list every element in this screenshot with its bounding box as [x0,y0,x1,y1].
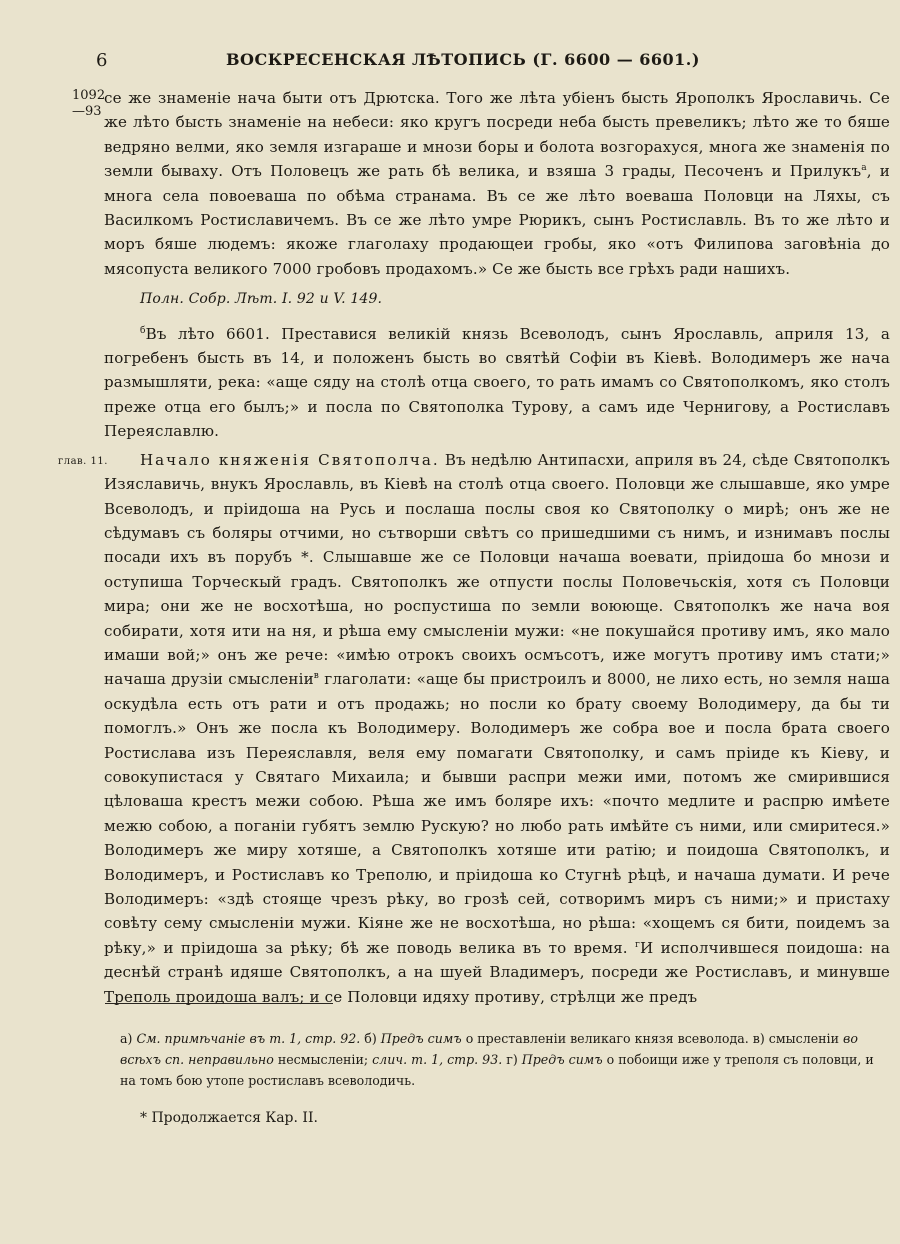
continued-note: * Продолжается Кар. II. [140,1110,318,1126]
paragraph-1 [104,86,890,281]
footnote-b-text: о преставленіи великаго князя всеволода. [465,1031,749,1046]
citation: Полн. Собр. Лѣт. I. 92 и V. 149. [140,291,383,308]
footnote-v-ref: слич. т. 1, стр. 93. [372,1052,503,1067]
footnote-a-mark: а) [120,1031,133,1046]
footnote-v-word: смысленіи [768,1031,839,1046]
chapter-margin-note: глав. 11. [58,456,108,467]
footnote-divider [105,1003,333,1004]
footnote-ref-b: б [140,325,146,336]
page-header [96,44,816,78]
footnote-b-lead: Предъ симъ [380,1031,462,1046]
footnote-line [120,1028,890,1091]
paragraph-3-text-a: Въ недѣлю Антипасхи, априля въ 24, сѣде Святополкъ Изяславичь, внукъ Ярославль, въ Кіевѣ на столѣ отца своего. Половци же слышавше, яко умре Всеволодъ, и пріидоша на Русь и послаша послы своя ко Святополку о мирѣ; онъ же не сѣдумавъ съ боляры отчими, но сътворши свѣтъ со пришедшими съ нимъ, и изнимавъ послы посади ихъ въ порубъ *. Слышавше же се Половци начаша воевати, пріидоша бо мнози и оступиша Торческый градъ. Святополкъ же отпусти послы Половечьскія, хотя съ Половци мира; они же не восхотѣша, но роспустиша по земли воююще. Святополкъ же нача воя собирати, хотя ити на ня, и рѣша ему смысленіи мужи: «не покушайся противу имъ, яко мало имаши вой;» онъ же рече: «имѣю отрокъ своихъ осмъсотъ, иже могутъ противу имъ стати;» начаша друзіи смысленіи [104,450,890,689]
paragraph-2 [104,322,890,444]
paragraph-1-text-end: , и многа села повоеваша по обѣма странама. Въ се же лѣто воеваша Половци на Ляхы, съ Василкомъ Ростиславичемъ. Въ се же лѣто умре Рюрикъ, сынъ Ростиславль. Въ то же лѣто и моръ бяше людемъ: якоже глаголаху продающеи гробы, яко «отъ Филипова заговѣніа до мясопуста великого 7000 гробовъ продахомъ.» Се же бысть все грѣхъ ради нашихъ. [104,162,890,278]
footnote-a-text: См. примѣчаніе въ т. 1, стр. 92. [136,1031,361,1046]
paragraph-3-text-b: глаголати: «аще бы пристроилъ и 8000, не лихо есть, но земля наша оскудѣла есть отъ рати и отъ продажь; но посли ко брату своему Володимеру, да бы ти помоглъ.» Онъ же посла къ Володимеру. Володимеръ же собра вое и посла брата своего Ростислава изъ Переяславля, веля ему помагати Святополку, и самъ пріиде къ Кіеву, и совокупистася у Святаго Михаила; и бывши распри межи ими, потомъ же смирившися цѣловаша крестъ межи собою. Рѣша же имъ боляре ихъ: «почто медлите и распрю имѣете межю собою, а поганіи губятъ землю Рускую? но любо рать имѣйте съ ними, или смиритеся.» Володимеръ же миру хотяше, а Святополкъ хотяше ити ратію; и поидоша Святополкъ, и Володимеръ, и Ростиславъ ко Треполю, и пріидоша ко Стугнѣ рѣцѣ, и начаша думати. И рече Володимеръ: «здѣ стояще чрезъ рѣку, во грозѣ сей, сотворимъ миръ съ ними;» и пристаху совѣту сему смысленіи мужи. Кіяне же не восхотѣша, но рѣша: «хощемъ ся бити, поидемъ за рѣку,» и пріидоша за рѣку; бѣ же поводь велика въ то время. [104,670,890,957]
year-margin-note: 1092 —93 [72,88,106,119]
footnote-g-lead: Предъ симъ [521,1052,603,1067]
page-number: 6 [96,50,108,71]
footnote-b-mark: б) [364,1031,377,1046]
footnote-ref-v: в [313,671,320,682]
paragraph-3-text-c: И исполчившеся поидоша: на деснѣй странѣ идяше Святополкъ, а на шуей Владимеръ, посреди же Ростиславъ, и минувше Треполь проидоша валъ; и се Половци идяху противу, стрѣлци же предъ [104,938,890,1006]
paragraph-2-text: Въ лѣто 6601. Преставися великій князь Всеволодъ, сынъ Ярославль, априля 13, а погребенъ бысть въ 14, и положенъ бысть во святѣй Софіи въ Кіевѣ. Володимеръ же нача размышляти, река: «аще сяду на столѣ отца своего, то рать имамъ со Святополкомъ, яко столъ преже отца его былъ;» и посла по Святополка Турову, а самъ иде Черниговy, а Ростиславъ Переяславлю. [104,324,890,441]
main-text [104,86,890,1009]
footnote-v-lead: во всѣхъ сп. неправильно [120,1031,858,1067]
footnote-v-text: несмысленіи; [277,1052,369,1067]
footnote-g-text: о побоищи иже у треполя съ половци, и на томъ бою утопе ростиславъ всеволодичь. [120,1052,874,1088]
running-title: ВОСКРЕСЕНСКАЯ ЛѢТОПИСЬ (Г. 6600 — 6601.) [226,50,700,69]
footnote-v-mark: в) [752,1031,765,1046]
footnote-ref-g: г [635,939,640,950]
chapter-heading: Начало княженія Святополча. [140,450,440,469]
footnote-g-mark: г) [506,1052,518,1067]
paragraph-3 [104,448,890,1009]
paragraph-1-text: се же знаменіе нача быти отъ Дрютска. Того же лѣта убіенъ бысть Ярополкъ Ярославичь. Се же лѣто бысть знаменіе на небеси: яко кругъ посреди неба бысть превеликъ; лѣто же то бяше ведряно велми, яко земля изгараше и мнози боры и болота возгорахуся, многа же знаменія по земли бываху. Отъ Половецъ же рать бѣ велика, и взяша 3 грады, Песоченъ и Прилукъ [104,89,890,181]
footnote-ref-a: а [861,163,867,174]
footnotes [120,1028,890,1091]
